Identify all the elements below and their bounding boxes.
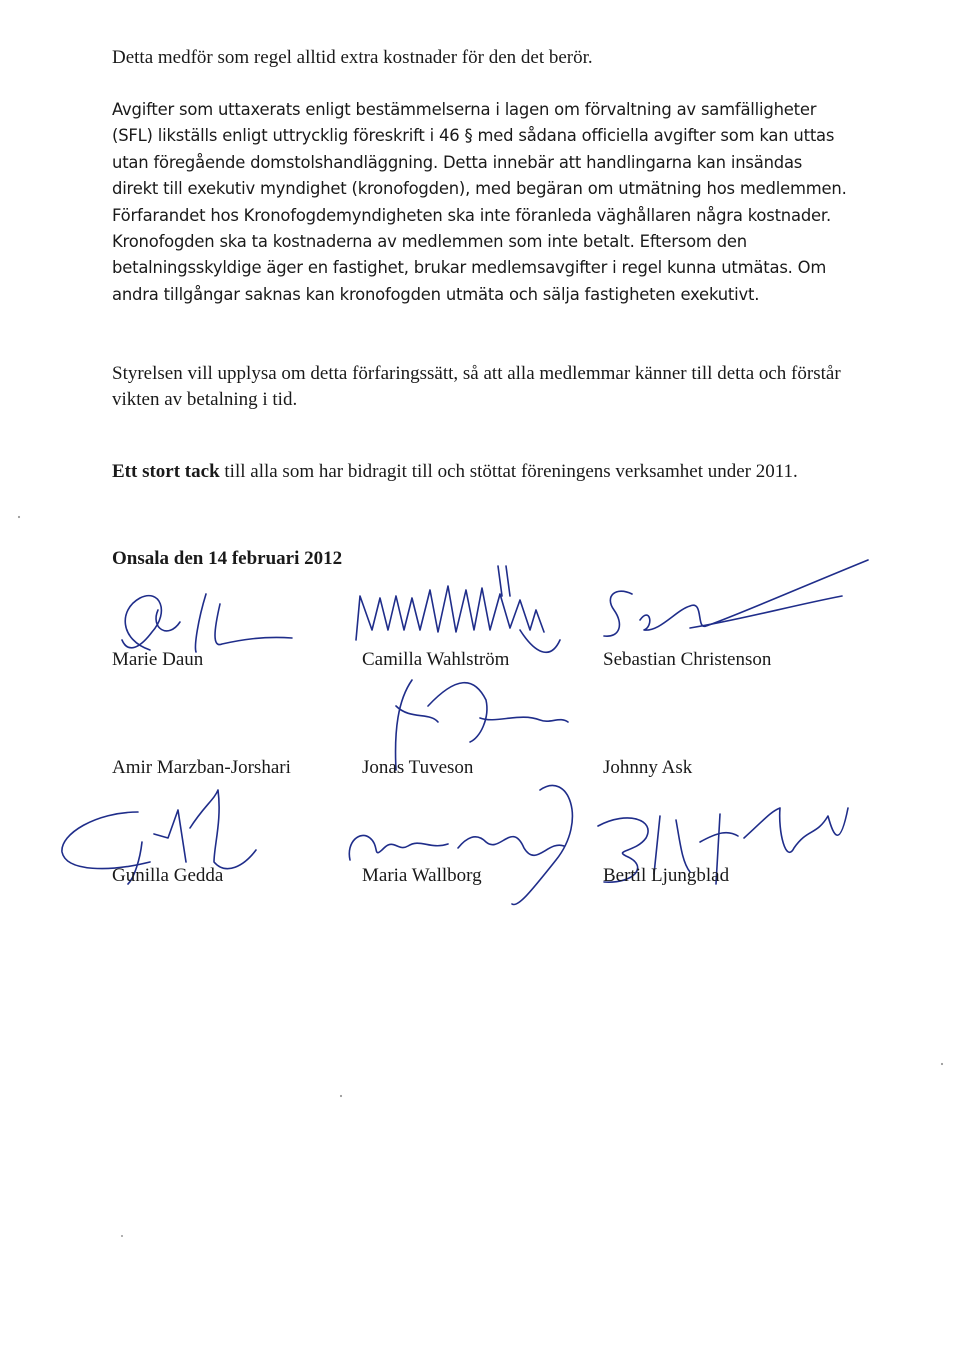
signer-name: Marie Daun [112, 649, 204, 670]
signer-name: Jonas Tuveson [362, 757, 474, 778]
sfl-paragraph: Avgifter som uttaxerats enligt bestämmelserna i lagen om förvaltning av samfälligheter (SFL) likställs enligt uttrycklig föreskrift i 46 § med sådana officiella avgifter som kan uttas utan föregående domstolshandläggning. Detta innebär att handlingarna kan insändas direkt till exekutiv myndighet (kronofogden), med begäran om utmätning hos medlemmen. Förfarandet hos Kronofogdemyndigheten ska inte föranleda väghållaren några kostnader. Kronofogden ska ta kostnaderna av medlemmen som inte betalt. Eftersom den betalningsskyldige äger en fastighet, brukar medlemsavgifter i regel kunna utmätas. Om andra tillgångar saknas kan kronofogden utmäta och sälja fastigheten exekutivt. [112, 100, 847, 304]
signer-name: Johnny Ask [603, 757, 693, 778]
signature-sebastian-christenson [604, 560, 868, 636]
place-date: Onsala den 14 februari 2012 [112, 548, 343, 569]
signature-marie-daun [122, 594, 292, 652]
signer-name: Sebastian Christenson [603, 649, 772, 670]
intro-paragraph: Detta medför som regel alltid extra kostnader för den det berör. [112, 47, 593, 68]
thanks-paragraph [112, 459, 852, 485]
signature-camilla-wahlstrom [356, 566, 560, 652]
signer-name: Gunilla Gedda [112, 865, 224, 886]
thanks-bold: Ett stort tack [112, 461, 220, 482]
signer-name: Bertil Ljungblad [603, 865, 730, 886]
signer-name: Maria Wallborg [362, 865, 482, 886]
board-paragraph: Styrelsen vill upplysa om detta förfaringssätt, så att alla medlemmar känner till detta och förstår vikten av betalning i tid. [112, 363, 841, 411]
thanks-rest: till alla som har bidragit till och stöttat föreningens verksamhet under 2011. [219, 461, 798, 482]
signer-name: Amir Marzban-Jorshari [112, 757, 291, 778]
signer-name: Camilla Wahlström [362, 649, 510, 670]
